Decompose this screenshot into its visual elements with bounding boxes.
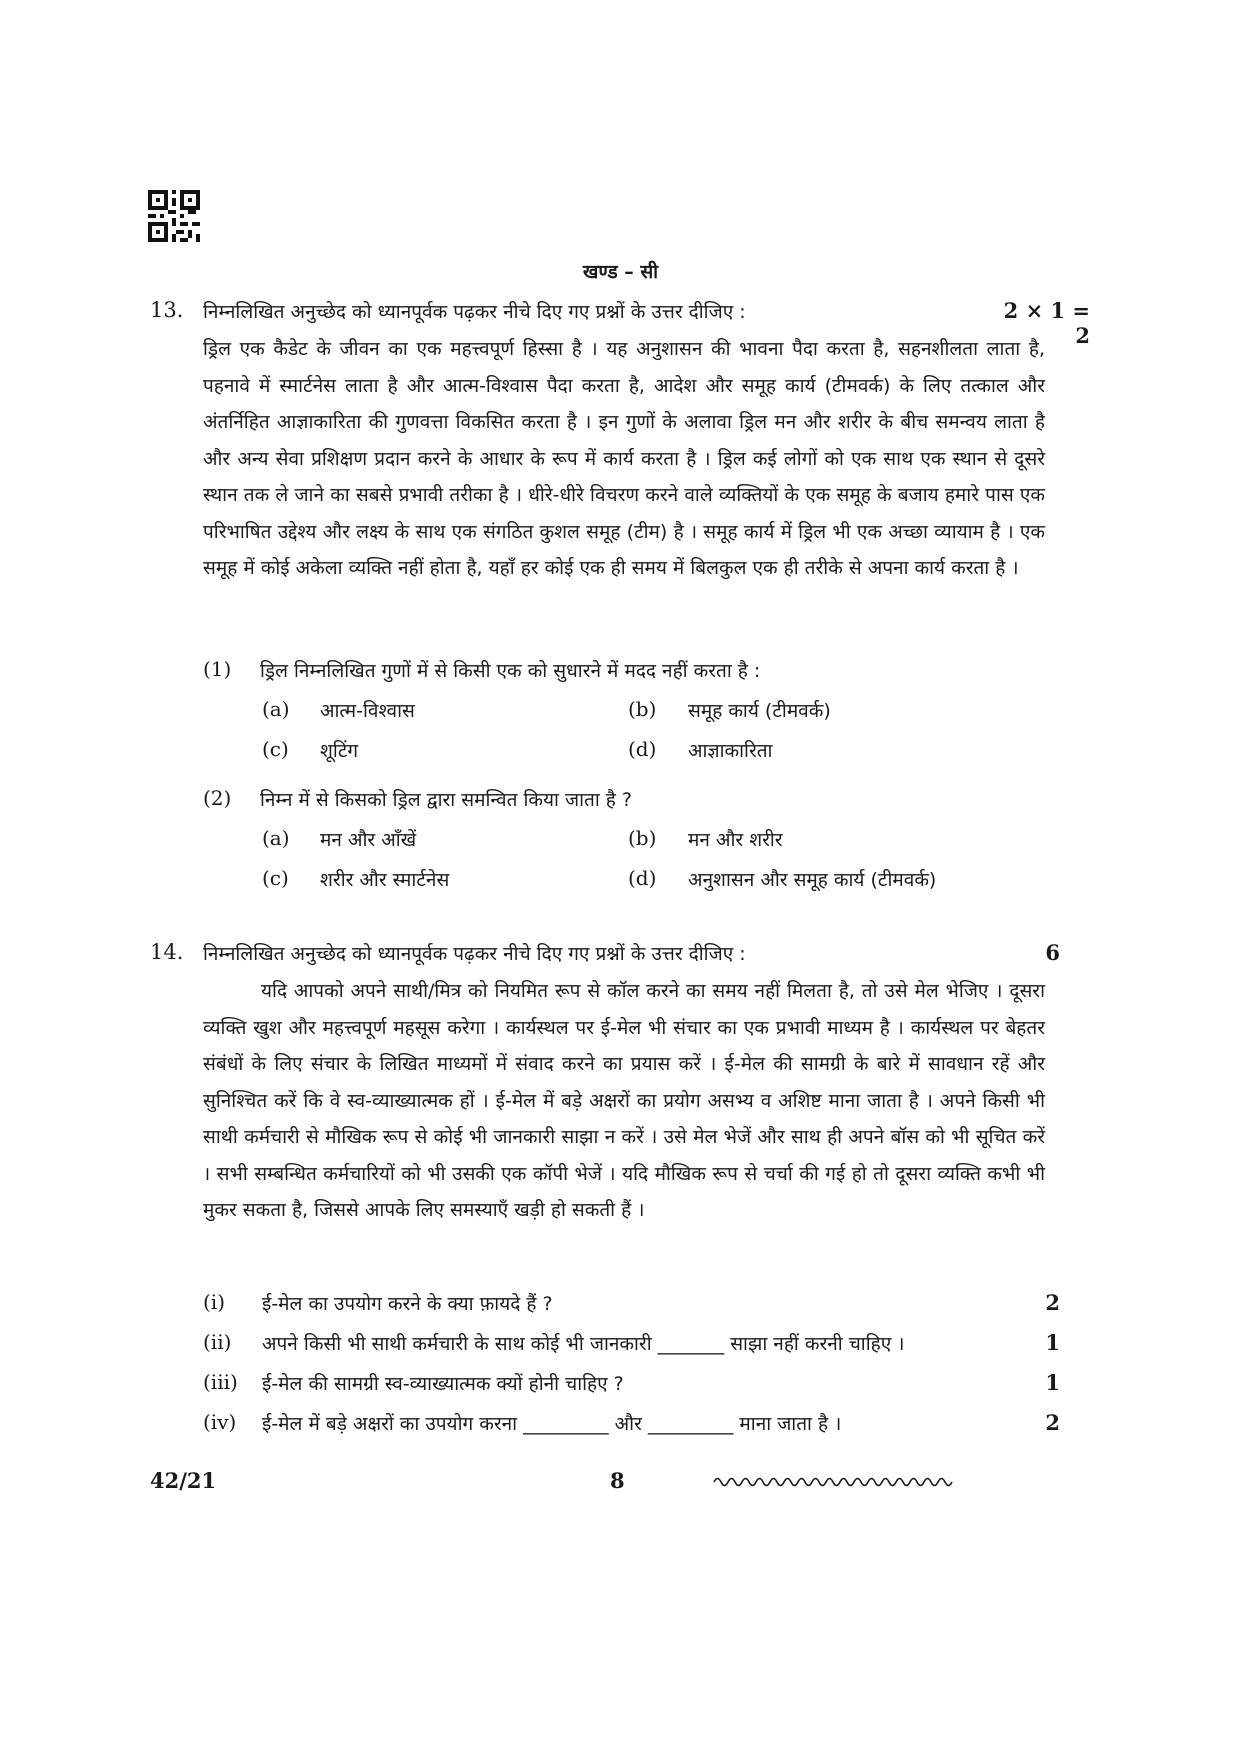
q13-sub2-option-b-letter: (b): [628, 826, 657, 850]
q14-sub-iii-text: ई-मेल की सामग्री स्व-व्याख्यात्मक क्यों होनी चाहिए ?: [262, 1373, 624, 1395]
question-14-instruction: निम्नलिखित अनुच्छेद को ध्यानपूर्वक पढ़कर नीचे दिए गए प्रश्नों के उत्तर दीजिए :: [203, 943, 746, 965]
question-13-passage: ड्रिल एक कैडेट के जीवन का एक महत्त्वपूर्ण हिस्सा है । यह अनुशासन की भावना पैदा करता है, सहनशीलता लाता है, पहनावे में स्मार्टनेस लाता है और आत्म-विश्वास पैदा करता है, आदेश और समूह कार्य (टीमवर्क) के लिए तत्काल और अंतर्निहित आज्ञाकारिता की गुणवत्ता विकसित करता है । इन गुणों के अलावा ड्रिल मन और शरीर के बीच समन्वय लाता है और अन्य सेवा प्रशिक्षण प्रदान करने के आधार के रूप में कार्य करता है । ड्रिल कई लोगों को एक साथ एक स्थान से दूसरे स्थान तक ले जाने का सबसे प्रभावी तरीका है । धीरे-धीरे विचरण करने वाले व्यक्तियों के एक समूह के बजाय हमारे पास एक परिभाषित उद्देश्य और लक्ष्य के साथ एक संगठित कुशल समूह (टीम) है । समूह कार्य में ड्रिल भी एक अच्छा व्यायाम है । एक समूह में कोई अकेला व्यक्ति नहीं होता है, यहाँ हर कोई एक ही समय में बिलकुल एक ही तरीके से अपना कार्य करता है ।: [203, 338, 1045, 579]
q13-sub1-option-c-text: शूटिंग: [320, 740, 359, 762]
q13-sub2-option-c-text: शरीर और स्मार्टनेस: [320, 869, 450, 891]
q13-sub1-option-b-letter: (b): [628, 697, 657, 721]
q13-sub2-option-d-text: अनुशासन और समूह कार्य (टीमवर्क): [688, 869, 937, 891]
q13-sub2-option-b-text: मन और शरीर: [688, 829, 783, 851]
q13-sub2-option-c-letter: (c): [262, 866, 289, 890]
question-13-marks: 2 × 1 = 2: [1003, 298, 1090, 348]
q14-sub-iv-number: (iv): [203, 1410, 237, 1434]
q14-sub-i-marks: 2: [1045, 1290, 1060, 1315]
q14-sub-iii-marks: 1: [1045, 1370, 1060, 1395]
q13-sub1-text: ड्रिल निम्नलिखित गुणों में से किसी एक को सुधारने में मदद नहीं करता है :: [260, 660, 761, 682]
q14-sub-ii-number: (ii): [203, 1330, 232, 1354]
q13-sub1-option-a-text: आत्म-विश्वास: [320, 700, 415, 722]
q13-sub1-option-d-letter: (d): [628, 737, 657, 761]
q13-sub1-number: (1): [203, 657, 232, 681]
q13-sub1-option-b-text: समूह कार्य (टीमवर्क): [688, 700, 831, 722]
question-14-passage: यदि आपको अपने साथी/मित्र को नियमित रूप से कॉल करने का समय नहीं मिलता है, तो उसे मेल भेजिए । दूसरा व्यक्ति खुश और महत्त्वपूर्ण महसूस करेगा । कार्यस्थल पर ई-मेल भी संचार का एक प्रभावी माध्यम है । कार्यस्थल पर बेहतर संबंधों के लिए संचार के लिखित माध्यमों में संवाद करने का प्रयास करें । ई-मेल की सामग्री के बारे में सावधान रहें और सुनिश्चित करें कि वे स्व-व्याख्यात्मक हों । ई-मेल में बड़े अक्षरों का प्रयोग असभ्य व अशिष्ट माना जाता है । अपने किसी भी साथी कर्मचारी से मौखिक रूप से कोई भी जानकारी साझा न करें । उसे मेल भेजें और साथ ही अपने बॉस को भी सूचित करें । सभी सम्बन्धित कर्मचारियों को भी उसकी एक कॉपी भेजें । यदि मौखिक रूप से चर्चा की गई हो तो दूसरा व्यक्ति कभी भी मुकर सकता है, जिससे आपके लिए समस्याएँ खड़ी हो सकती हैं ।: [203, 980, 1045, 1221]
question-13-instruction: निम्नलिखित अनुच्छेद को ध्यानपूर्वक पढ़कर नीचे दिए गए प्रश्नों के उत्तर दीजिए :: [203, 301, 746, 323]
q14-sub-i-number: (i): [203, 1290, 226, 1314]
page-number: 8: [610, 1468, 625, 1493]
q13-sub2-option-a-text: मन और आँखें: [320, 829, 417, 851]
question-number-14: 14.: [150, 940, 184, 964]
q13-sub1-option-c-letter: (c): [262, 737, 289, 761]
question-number-13: 13.: [150, 298, 184, 322]
q14-sub-i-text: ई-मेल का उपयोग करने के क्या फ़ायदे हैं ?: [262, 1293, 553, 1315]
q14-sub-iv-text: ई-मेल में बड़े अक्षरों का उपयोग करना _________ और _________ माना जाता है ।: [262, 1413, 842, 1435]
paper-code: 42/21: [150, 1468, 217, 1493]
section-title: खण्ड – सी: [582, 261, 659, 283]
qr-code: [148, 190, 200, 242]
q14-sub-ii-marks: 1: [1045, 1330, 1060, 1355]
wavy-line-decoration: [712, 1473, 962, 1487]
q13-sub2-option-d-letter: (d): [628, 866, 657, 890]
q14-sub-iv-marks: 2: [1045, 1410, 1060, 1435]
q14-sub-iii-number: (iii): [203, 1370, 238, 1394]
q13-sub2-number: (2): [203, 786, 232, 810]
q13-sub1-option-d-text: आज्ञाकारिता: [688, 740, 773, 762]
q13-sub2-option-a-letter: (a): [262, 826, 290, 850]
q13-sub2-text: निम्न में से किसको ड्रिल द्वारा समन्वित किया जाता है ?: [260, 789, 632, 811]
q14-sub-ii-text: अपने किसी भी साथी कर्मचारी के साथ कोई भी जानकारी _______ साझा नहीं करनी चाहिए ।: [262, 1333, 905, 1355]
q13-sub1-option-a-letter: (a): [262, 697, 290, 721]
question-14-marks: 6: [1045, 940, 1060, 965]
